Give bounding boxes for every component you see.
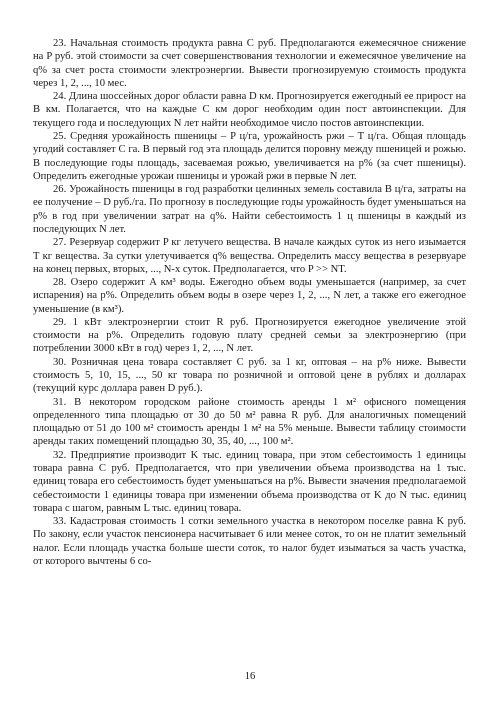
problem-23: 23. Начальная стоимость продукта равна C руб. Предполагаются ежемесячное снижение на P руб. этой стоимости за счет совершенствования технологии и ежемесячное увеличение на q% за счет роста стоимости электроэнергии. Вывести прогнозируемую стоимость продукта через 1, 2, ..., 10 мес. — [33, 38, 466, 89]
problem-30: 30. Розничная цена товара составляет C руб. за 1 кг, оптовая – на p% ниже. Вывести стоимость 5, 10, 15, ..., 50 кг товара по розничной и оптовой цене в рублях и долларах (текущий курс доллара равен D руб.). — [33, 356, 466, 395]
problem-32: 32. Предприятие производит K тыс. единиц товара, при этом себестоимость 1 единицы товара равна C руб. Предполагается, что при увеличении объема производства на 1 тыс. единиц товара его себестоимость будет уменьшаться на p%. Вывести значения предполагаемой себестоимости 1 единицы товара при изменении объема производства от K до N тыс. единиц товара с шагом, равным L тыс. единиц товара. — [33, 449, 466, 514]
problem-29: 29. 1 кВт электроэнергии стоит R руб. Прогнозируется ежегодное увеличение этой стоимости на p%. Определить годовую плату средней семьи за электроэнергию (при потреблении 3000 кВт в год) через 1, 2, ..., N лет. — [33, 316, 466, 355]
problem-33: 33. Кадастровая стоимость 1 сотки земельного участка в некотором поселке равна K руб. По закону, если участок пенсионера насчитывает 6 или менее соток, то он не платит земельный налог. Если площадь участка больше шести соток, то налог будет изыматься за часть участка, от которого вычтены 6 со- — [33, 516, 466, 567]
page-number: 16 — [244, 671, 256, 682]
problem-24: 24. Длина шоссейных дорог области равна D км. Прогнозируется ежегодный ее прирост на B км. Полагается, что на каждые C км дорог необходим один пост автоинспекции. Для текущего года и последующих N лет найти необходимое число постов автоинспекции. — [33, 91, 466, 129]
problem-28: 28. Озеро содержит A км³ воды. Ежегодно объем воды уменьшается (например, за счет испарения) на p%. Определить объем воды в озере через 1, 2, ..., N лет, а также его ежегодное уменьшение (в км³). — [33, 277, 466, 315]
problem-31: 31. В некотором городском районе стоимость аренды 1 м² офисного помещения определенного типа площадью от 30 до 50 м² равна R руб. Для аналогичных помещений площадью от 51 до 100 м² стоимость аренды 1 м² на 5% меньше. Вывести таблицу стоимости аренды таких помещений площадью 30, 35, 40, ..., 100 м². — [33, 396, 466, 448]
page-body-text — [33, 37, 466, 568]
problem-26: 26. Урожайность пшеницы в год разработки целинных земель составила B ц/га, затраты на ее получение – D руб./га. По прогнозу в последующие годы урожайность будет уменьшаться на p% в год при увеличении затрат на q%. Найти себестоимость 1 ц пшеницы в каждый из последующих N лет. — [33, 184, 466, 235]
problem-25: 25. Средняя урожайность пшеницы – P ц/га, урожайность ржи – T ц/га. Общая площадь угодий составляет C га. В первый год эта площадь делится поровну между пшеницей и рожью. В последующие годы площадь, засеваемая рожью, увеличивается на p% (за счет пшеницы). Определить ежегодные урожаи пшеницы и урожай ржи в первые N лет. — [33, 130, 466, 182]
problem-27: 27. Резервуар содержит P кг летучего вещества. В начале каждых суток из него изымается T кг вещества. За сутки улетучивается q% вещества. Определить массу вещества в резервуаре на конец первых, вторых, ..., N-х суток. Предполагается, что P >> NT. — [33, 237, 466, 275]
